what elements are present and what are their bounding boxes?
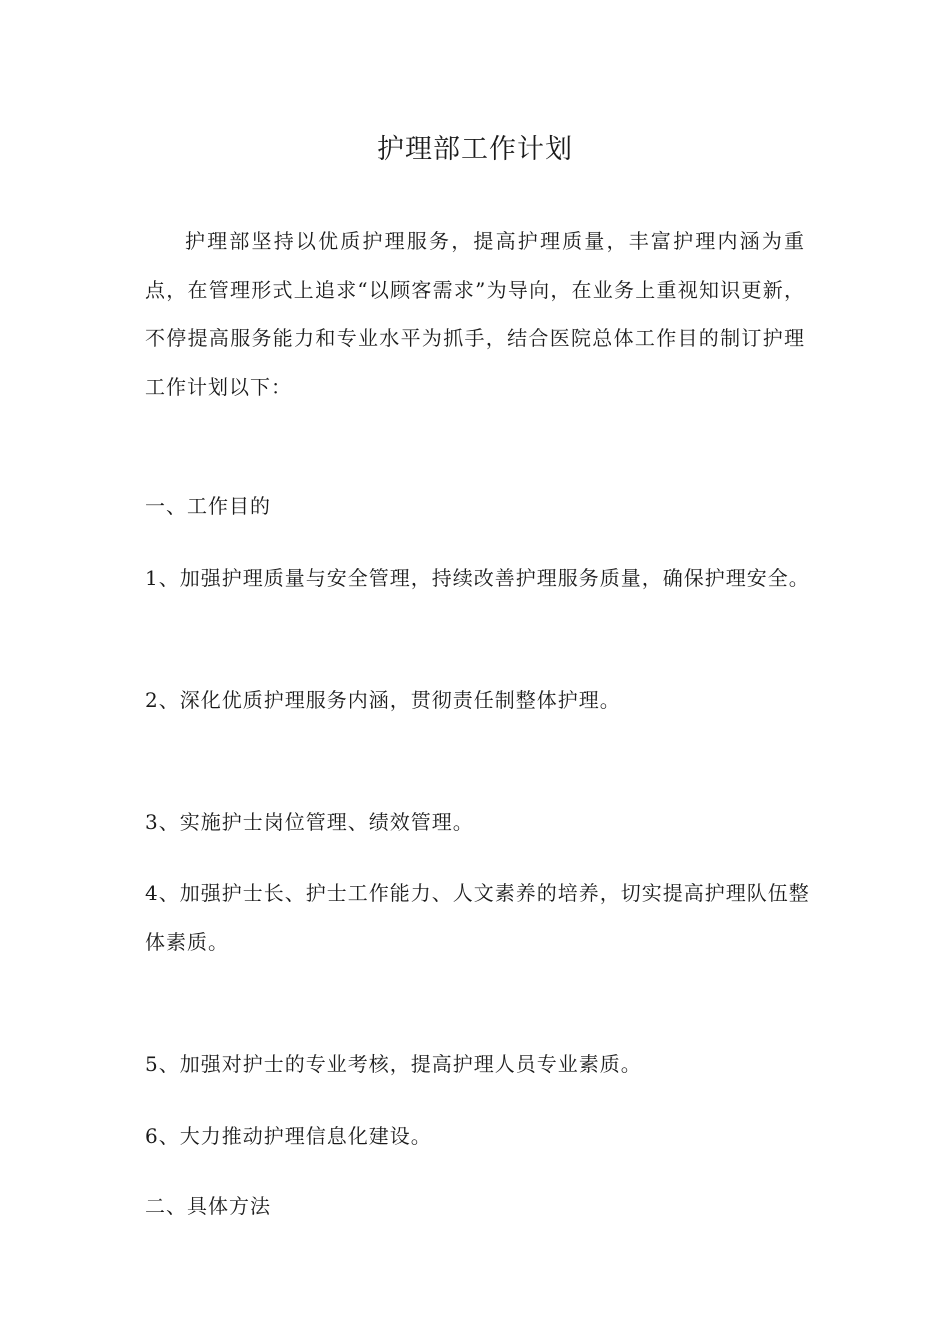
goal-item-3: 3、实施护士岗位管理、绩效管理。 [145,810,474,834]
section-heading-methods: 二、具体方法 [145,1194,271,1218]
goal-item-2: 2、深化优质护理服务内涵，贯彻责任制整体护理。 [145,688,621,712]
section-heading-goals: 一、工作目的 [145,494,271,518]
document-title: 护理部工作计划 [377,134,573,165]
intro-paragraph: 护理部坚持以优质护理服务，提高护理质量，丰富护理内涵为重点，在管理形式上追求“以顾客需求”为导向，在业务上重视知识更新，不停提高服务能力和专业水平为抓手，结合医院总体工作目的制订护理工作计划以下： [145,229,805,399]
goal-item-1: 1、加强护理质量与安全管理，持续改善护理服务质量，确保护理安全。 [145,566,810,590]
goal-item-6: 6、大力推动护理信息化建设。 [145,1124,432,1148]
goal-item-4: 4、加强护士长、护士工作能力、人文素养的培养，切实提高护理队伍整体素质。 [145,881,810,954]
goal-item-5: 5、加强对护士的专业考核，提高护理人员专业素质。 [145,1052,642,1076]
